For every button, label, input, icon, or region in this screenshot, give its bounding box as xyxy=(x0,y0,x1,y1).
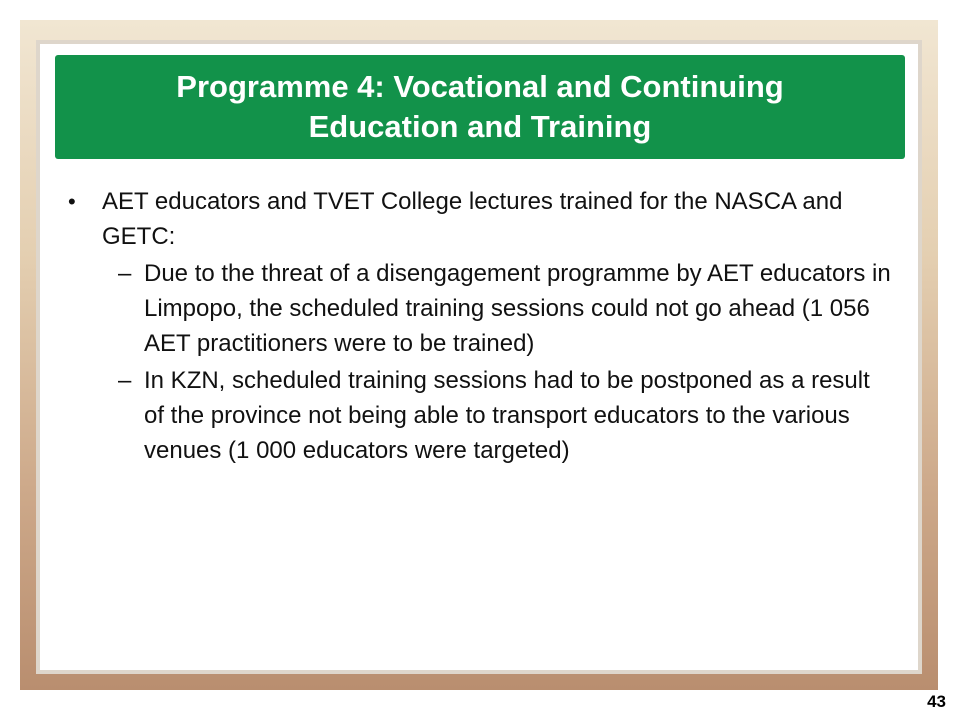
page-number: 43 xyxy=(927,692,946,711)
main-bullet xyxy=(66,184,896,254)
slide-content xyxy=(66,184,896,470)
sub-bullet-item xyxy=(66,256,896,361)
slide-title: Programme 4: Vocational and Continuing Education and Training xyxy=(176,69,784,144)
dash-icon: – xyxy=(118,260,132,287)
main-bullet-text: AET educators and TVET College lectures trained for the NASCA and GETC: xyxy=(102,188,843,250)
dash-icon: – xyxy=(118,367,132,394)
title-bar xyxy=(55,55,905,159)
sub-bullet-text: In KZN, scheduled training sessions had to be postponed as a result of the province not being able to transport educators to the various venues (1 000 educators were targeted) xyxy=(144,367,870,464)
sub-bullet-list xyxy=(66,256,896,468)
bullet-dot-icon: • xyxy=(68,189,76,214)
sub-bullet-text: Due to the threat of a disengagement programme by AET educators in Limpopo, the scheduled training sessions could not go ahead (1 056 AET practitioners were to be trained) xyxy=(144,260,891,357)
sub-bullet-item xyxy=(66,363,896,468)
